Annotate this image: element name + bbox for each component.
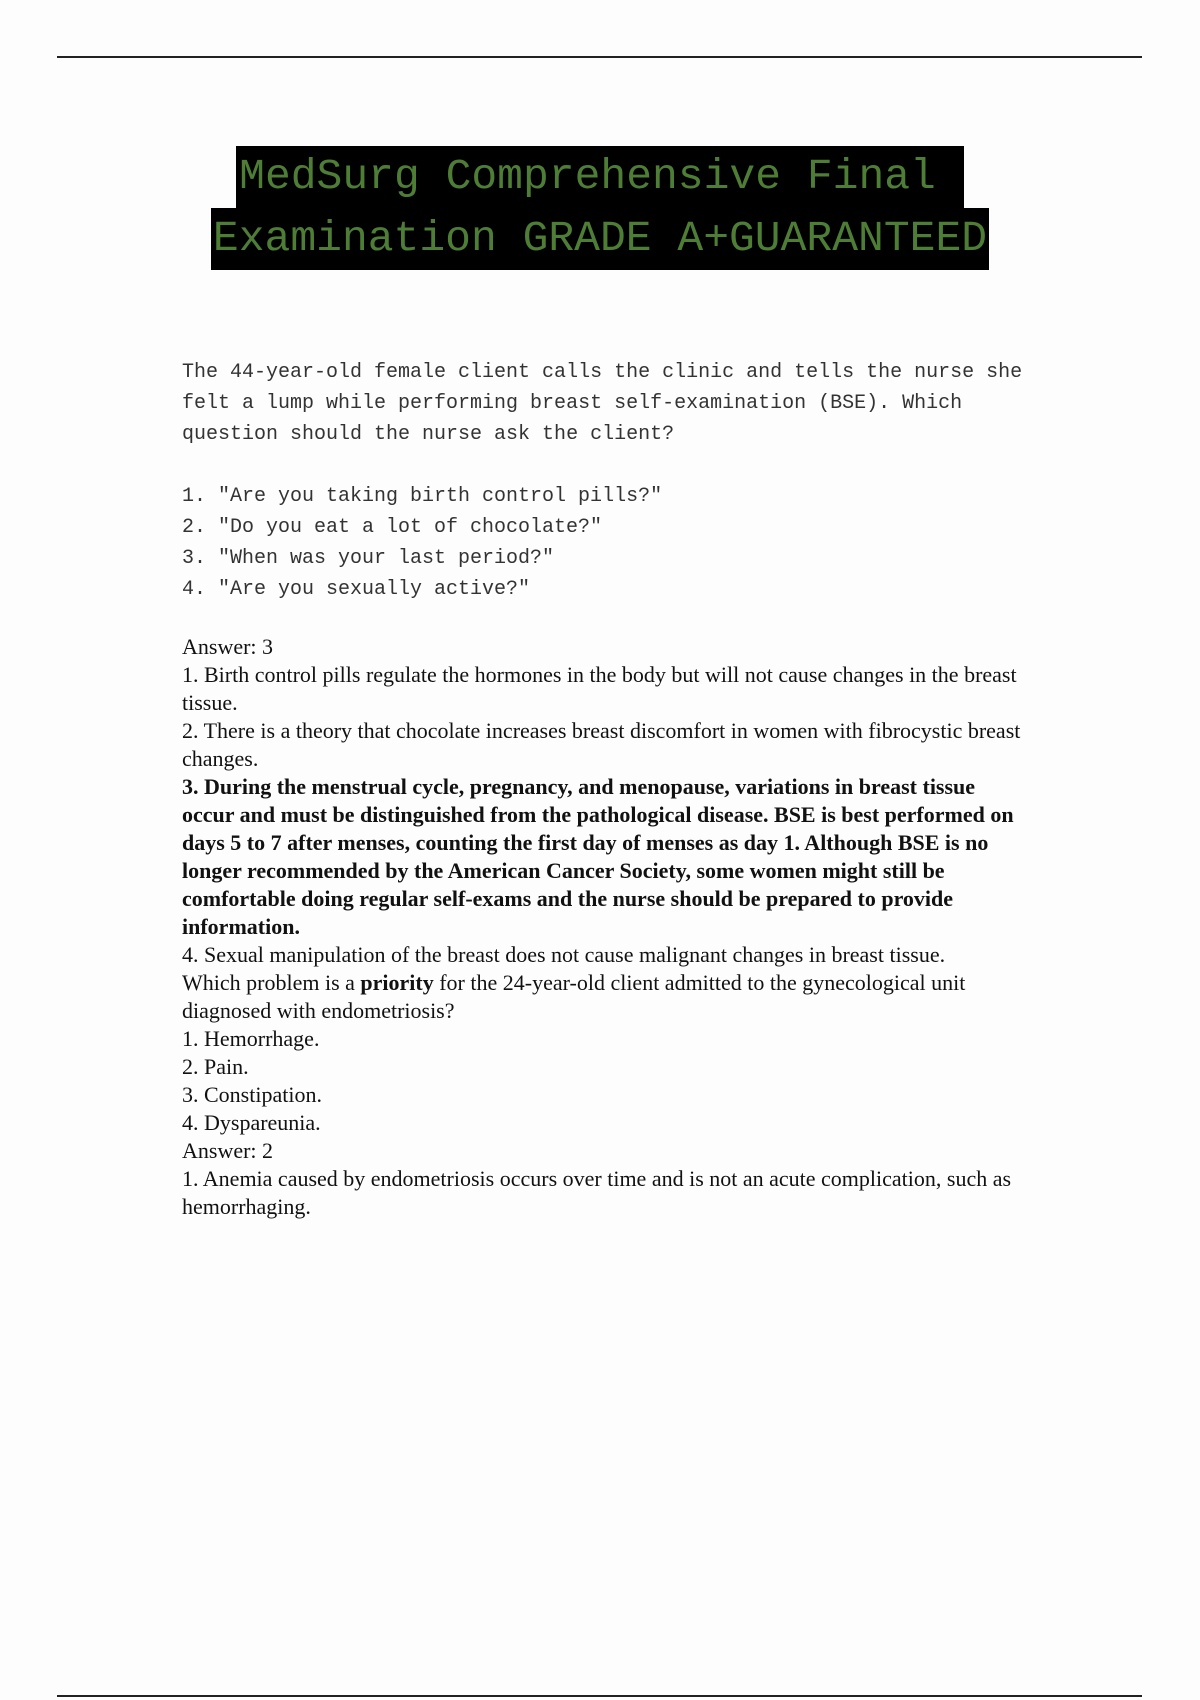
rationale-item: 2. There is a theory that chocolate increases breast discomfort in women with fibrocystic breast changes. (182, 718, 1021, 771)
option-item: 2. Pain. (182, 1054, 249, 1079)
rationale-item: 1. Birth control pills regulate the hormones in the body but will not cause changes in the breast tissue. (182, 662, 1017, 715)
question-1-stem: The 44-year-old female client calls the clinic and tells the nurse she felt a lump while performing breast self-examination (BSE). Which question should the nurse ask the client? (182, 361, 1023, 446)
option-item: 4. "Are you sexually active?" (182, 578, 531, 601)
option-item: 3. "When was your last period?" (182, 547, 555, 570)
option-item: 4. Dyspareunia. (182, 1110, 321, 1135)
header-rule (57, 56, 1142, 58)
document-title (0, 146, 1200, 270)
footer-rule (57, 1695, 1142, 1697)
question-2-answer: Answer: 2 (182, 1138, 274, 1163)
option-item: 2. "Do you eat a lot of chocolate?" (182, 516, 603, 539)
rationale-item: 1. Anemia caused by endometriosis occurs over time and is not an acute complication, such as hemorrhaging. (182, 1166, 1012, 1219)
question-1 (182, 357, 1032, 605)
question-1-answer-section (182, 633, 1032, 1221)
title-line-1: MedSurg Comprehensive Final (236, 146, 964, 208)
rationale-item: 4. Sexual manipulation of the breast does not cause malignant changes in breast tissue. (182, 942, 946, 967)
question-1-answer: Answer: 3 (182, 634, 274, 659)
question-2-stem: Which problem is a priority for the 24-year-old client admitted to the gynecological unit diagnosed with endometriosis? (182, 970, 966, 1023)
priority-emphasis: priority (360, 970, 434, 995)
question-1-options (182, 481, 1032, 605)
option-item: 3. Constipation. (182, 1082, 322, 1107)
option-item: 1. "Are you taking birth control pills?" (182, 485, 663, 508)
rationale-correct: 3. During the menstrual cycle, pregnancy, and menopause, variations in breast tissue occur and must be distinguished from the pathological disease. BSE is best performed on days 5 to 7 after menses, counting the first day of menses as day 1. Although BSE is no longer recommended by the American Cancer Society, some women might still be comfortable doing regular self-exams and the nurse should be prepared to provide information. (182, 774, 1014, 939)
title-line-2: Examination GRADE A+GUARANTEED (211, 208, 989, 270)
document-body (182, 357, 1032, 1221)
option-item: 1. Hemorrhage. (182, 1026, 320, 1051)
